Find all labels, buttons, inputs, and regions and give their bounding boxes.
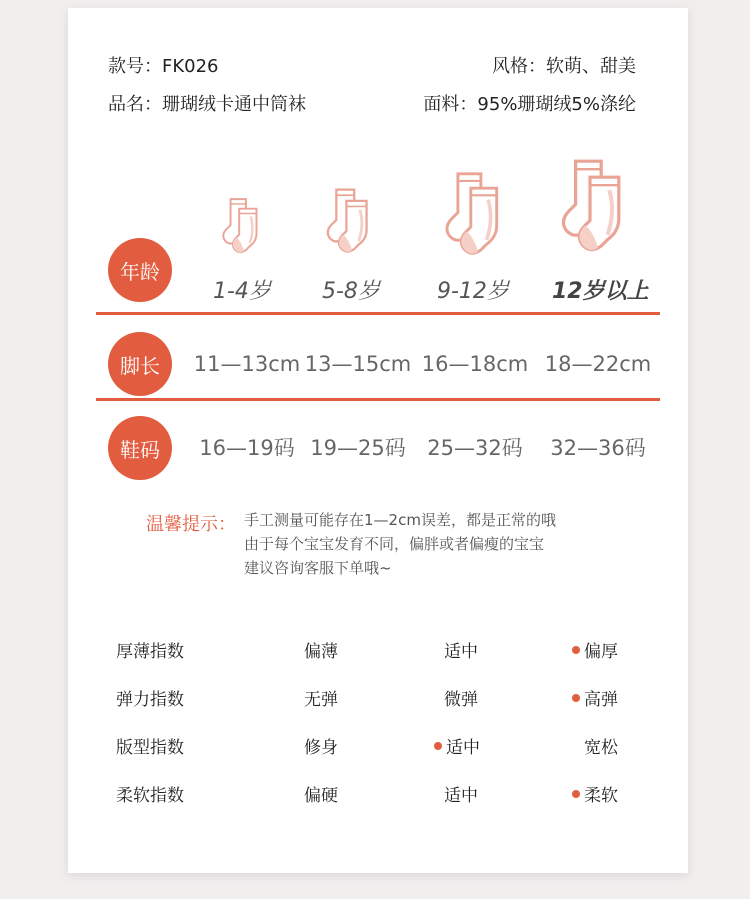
foot-length-value: 18—22cm (544, 352, 652, 376)
index-option-selected: 高弹 (572, 685, 618, 710)
tip-line: 由于每个宝宝发育不同，偏胖或者偏瘦的宝宝 (244, 535, 545, 553)
index-option: 微弹 (444, 690, 478, 710)
shoe-size-value: 16—19码 (199, 436, 295, 460)
index-option-selected: 偏厚 (572, 637, 618, 662)
index-option-selected: 柔软 (572, 781, 618, 806)
index-label: 柔软指数 (116, 786, 184, 806)
index-option: 偏硬 (304, 786, 338, 806)
style-number: 款号：FK026 (108, 56, 219, 77)
index-label: 弹力指数 (116, 690, 184, 710)
index-label: 版型指数 (116, 738, 184, 758)
index-option: 修身 (304, 738, 338, 758)
age-value: 12岁以上 (552, 279, 649, 304)
index-option: 宽松 (584, 738, 618, 758)
selected-dot-icon (434, 742, 442, 750)
tip-line: 建议咨询客服下单哦~ (244, 559, 392, 577)
index-option-selected: 适中 (434, 733, 480, 758)
foot-length-value: 16—18cm (421, 352, 529, 376)
tip-label: 温馨提示： (146, 514, 236, 535)
foot-length-value: 11—13cm (193, 352, 301, 376)
size-chart-card (68, 8, 688, 873)
row-divider (96, 398, 660, 401)
selected-dot-icon (572, 694, 580, 702)
sock-pair-icon (324, 184, 380, 258)
row-divider (96, 312, 660, 315)
product-name: 品名：珊瑚绒卡通中筒袜 (108, 94, 306, 115)
foot-length-value: 13—15cm (304, 352, 412, 376)
age-value: 5-8岁 (322, 279, 380, 304)
sock-pair-icon (220, 194, 268, 258)
index-label: 厚薄指数 (116, 642, 184, 662)
age-value: 9-12岁 (437, 279, 509, 304)
style-descriptor: 风格：软萌、甜美 (492, 56, 636, 77)
index-option: 适中 (444, 786, 478, 806)
index-option: 无弹 (304, 690, 338, 710)
tip-line: 手工测量可能存在1—2cm误差，都是正常的哦 (244, 511, 556, 529)
foot-length-row-label: 脚长 (108, 332, 172, 396)
index-option: 适中 (444, 642, 478, 662)
selected-dot-icon (572, 646, 580, 654)
shoe-size-row-label: 鞋码 (108, 416, 172, 480)
shoe-size-value: 32—36码 (550, 436, 646, 460)
shoe-size-value: 19—25码 (310, 436, 406, 460)
age-row-label: 年龄 (108, 238, 172, 302)
age-value: 1-4岁 (213, 279, 271, 304)
sock-pair-icon (558, 154, 638, 258)
fabric-composition: 面料：95%珊瑚绒5%涤纶 (423, 94, 636, 115)
sock-pair-icon (442, 168, 514, 260)
shoe-size-value: 25—32码 (427, 436, 523, 460)
index-option: 偏薄 (304, 642, 338, 662)
selected-dot-icon (572, 790, 580, 798)
